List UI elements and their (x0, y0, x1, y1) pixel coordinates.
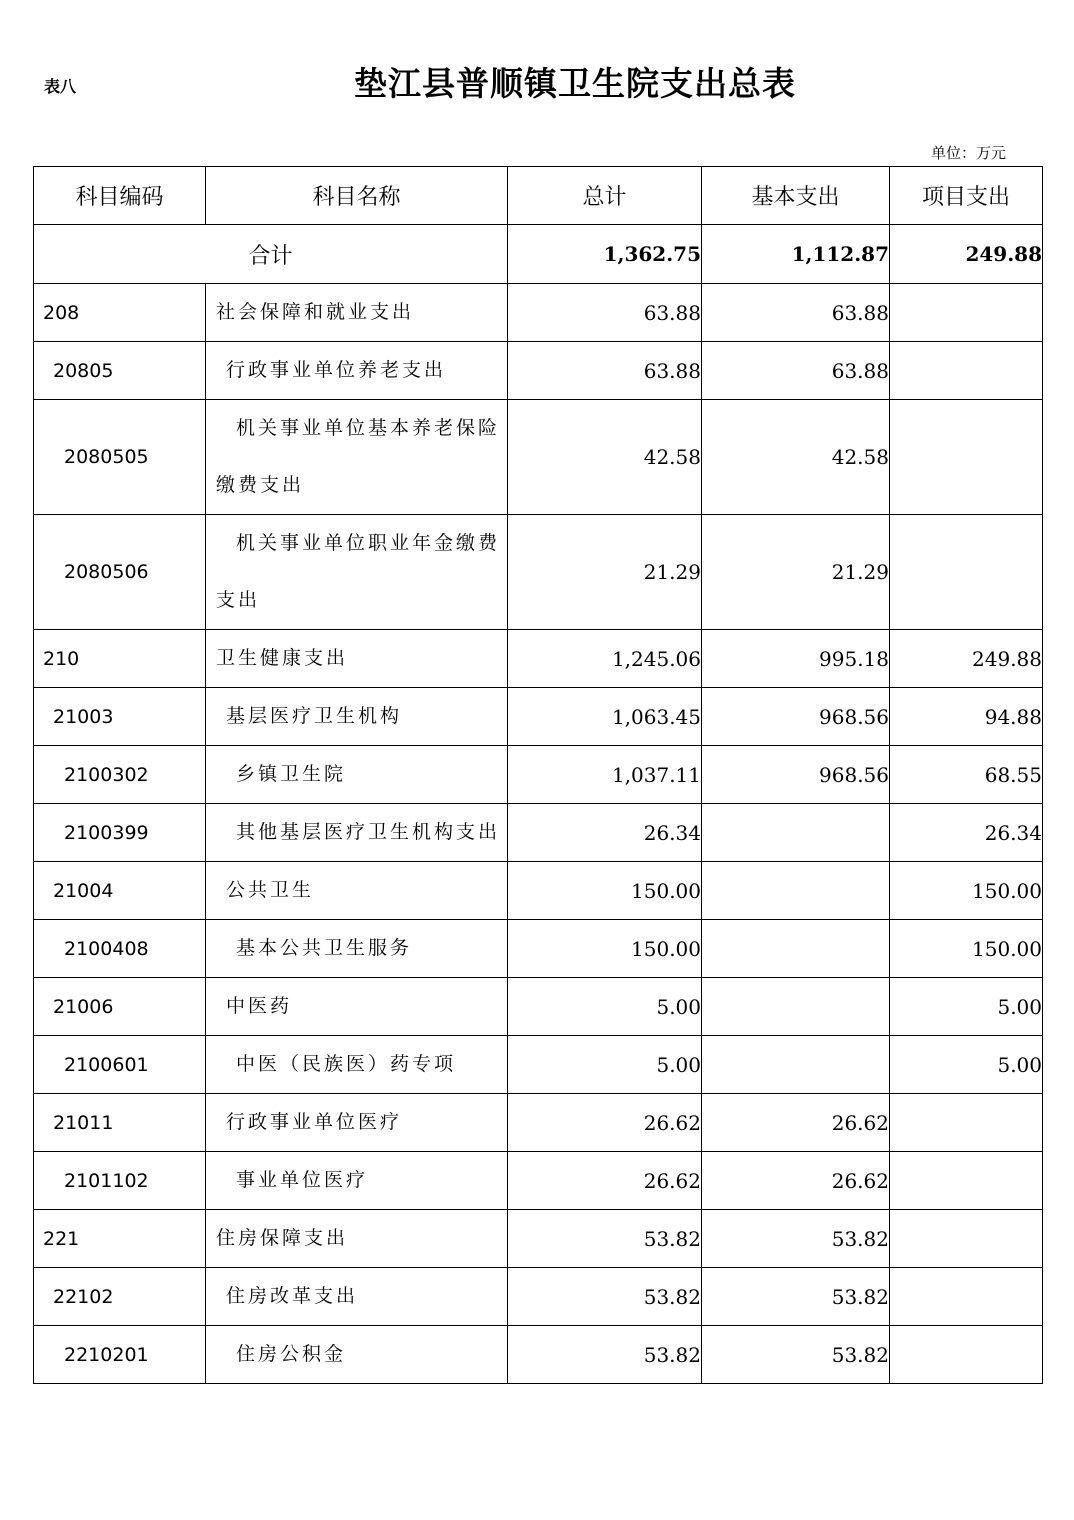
row-project (890, 1268, 1043, 1326)
row-name: 机关事业单位基本养老保险缴费支出 (206, 400, 508, 515)
row-name: 住房公积金 (206, 1326, 508, 1384)
row-code: 2080506 (34, 515, 206, 630)
row-name: 事业单位医疗 (206, 1152, 508, 1210)
row-code: 20805 (34, 342, 206, 400)
unit-label: 单位：万元 (930, 144, 1006, 162)
row-basic: 53.82 (702, 1326, 890, 1384)
row-total: 1,063.45 (508, 688, 702, 746)
table-row (34, 1210, 1043, 1268)
row-code: 22102 (34, 1268, 206, 1326)
row-name: 卫生健康支出 (206, 630, 508, 688)
row-basic: 63.88 (702, 284, 890, 342)
row-basic (702, 978, 890, 1036)
row-total: 21.29 (508, 515, 702, 630)
table-row (34, 1094, 1043, 1152)
row-basic: 53.82 (702, 1210, 890, 1268)
row-total: 63.88 (508, 342, 702, 400)
header-total: 总计 (508, 167, 702, 225)
table-row (34, 978, 1043, 1036)
row-total: 150.00 (508, 862, 702, 920)
row-basic: 53.82 (702, 1268, 890, 1326)
table-row (34, 400, 1043, 515)
row-name: 中医药 (206, 978, 508, 1036)
row-project: 150.00 (890, 862, 1043, 920)
row-basic: 26.62 (702, 1152, 890, 1210)
table-row (34, 284, 1043, 342)
table-row (34, 1326, 1043, 1384)
row-project (890, 1210, 1043, 1268)
row-name: 机关事业单位职业年金缴费支出 (206, 515, 508, 630)
row-name: 行政事业单位养老支出 (206, 342, 508, 400)
header-name: 科目名称 (206, 167, 508, 225)
row-project (890, 342, 1043, 400)
row-total: 5.00 (508, 1036, 702, 1094)
table-row (34, 342, 1043, 400)
row-total: 26.62 (508, 1152, 702, 1210)
row-name: 住房保障支出 (206, 1210, 508, 1268)
total-project: 249.88 (890, 225, 1043, 284)
row-basic: 995.18 (702, 630, 890, 688)
row-basic: 42.58 (702, 400, 890, 515)
row-basic: 968.56 (702, 688, 890, 746)
table-row (34, 1036, 1043, 1094)
row-total: 1,245.06 (508, 630, 702, 688)
row-total: 150.00 (508, 920, 702, 978)
row-code: 2101102 (34, 1152, 206, 1210)
table-label: 表八 (44, 77, 77, 96)
row-total: 63.88 (508, 284, 702, 342)
row-code: 2100302 (34, 746, 206, 804)
header-basic: 基本支出 (702, 167, 890, 225)
table-row (34, 1152, 1043, 1210)
row-code: 2210201 (34, 1326, 206, 1384)
row-name: 乡镇卫生院 (206, 746, 508, 804)
row-name: 基本公共卫生服务 (206, 920, 508, 978)
row-project: 249.88 (890, 630, 1043, 688)
table-row (34, 1268, 1043, 1326)
table-row (34, 862, 1043, 920)
total-basic: 1,112.87 (702, 225, 890, 284)
row-basic (702, 1036, 890, 1094)
row-name: 中医（民族医）药专项 (206, 1036, 508, 1094)
row-project (890, 400, 1043, 515)
total-row (34, 225, 1043, 284)
row-code: 210 (34, 630, 206, 688)
row-total: 53.82 (508, 1326, 702, 1384)
row-project (890, 1326, 1043, 1384)
row-name: 行政事业单位医疗 (206, 1094, 508, 1152)
row-code: 21011 (34, 1094, 206, 1152)
row-code: 21006 (34, 978, 206, 1036)
table-row (34, 515, 1043, 630)
total-label: 合计 (34, 225, 508, 284)
row-name: 住房改革支出 (206, 1268, 508, 1326)
row-basic: 968.56 (702, 746, 890, 804)
row-code: 221 (34, 1210, 206, 1268)
row-code: 21004 (34, 862, 206, 920)
table-row (34, 688, 1043, 746)
row-basic: 26.62 (702, 1094, 890, 1152)
row-project: 5.00 (890, 1036, 1043, 1094)
table-row (34, 746, 1043, 804)
header-project: 项目支出 (890, 167, 1043, 225)
row-project: 68.55 (890, 746, 1043, 804)
table-header-row (34, 167, 1043, 225)
expenditure-table (33, 166, 1043, 1384)
row-project (890, 515, 1043, 630)
row-code: 2100399 (34, 804, 206, 862)
row-project: 5.00 (890, 978, 1043, 1036)
row-project (890, 1152, 1043, 1210)
row-code: 2080505 (34, 400, 206, 515)
row-code: 208 (34, 284, 206, 342)
row-name: 社会保障和就业支出 (206, 284, 508, 342)
row-project: 150.00 (890, 920, 1043, 978)
row-total: 53.82 (508, 1210, 702, 1268)
row-project: 94.88 (890, 688, 1043, 746)
row-code: 21003 (34, 688, 206, 746)
row-code: 2100408 (34, 920, 206, 978)
row-name: 其他基层医疗卫生机构支出 (206, 804, 508, 862)
row-name: 基层医疗卫生机构 (206, 688, 508, 746)
table-row (34, 804, 1043, 862)
row-total: 53.82 (508, 1268, 702, 1326)
row-total: 26.34 (508, 804, 702, 862)
row-total: 26.62 (508, 1094, 702, 1152)
row-code: 2100601 (34, 1036, 206, 1094)
page-title: 垫江县普顺镇卫生院支出总表 (354, 64, 796, 103)
row-project (890, 284, 1043, 342)
total-total: 1,362.75 (508, 225, 702, 284)
row-project: 26.34 (890, 804, 1043, 862)
table-row (34, 920, 1043, 978)
row-project (890, 1094, 1043, 1152)
table-row (34, 630, 1043, 688)
row-name: 公共卫生 (206, 862, 508, 920)
row-basic (702, 862, 890, 920)
row-total: 42.58 (508, 400, 702, 515)
header-code: 科目编码 (34, 167, 206, 225)
row-basic (702, 920, 890, 978)
row-basic: 63.88 (702, 342, 890, 400)
row-basic: 21.29 (702, 515, 890, 630)
row-total: 5.00 (508, 978, 702, 1036)
row-total: 1,037.11 (508, 746, 702, 804)
row-basic (702, 804, 890, 862)
